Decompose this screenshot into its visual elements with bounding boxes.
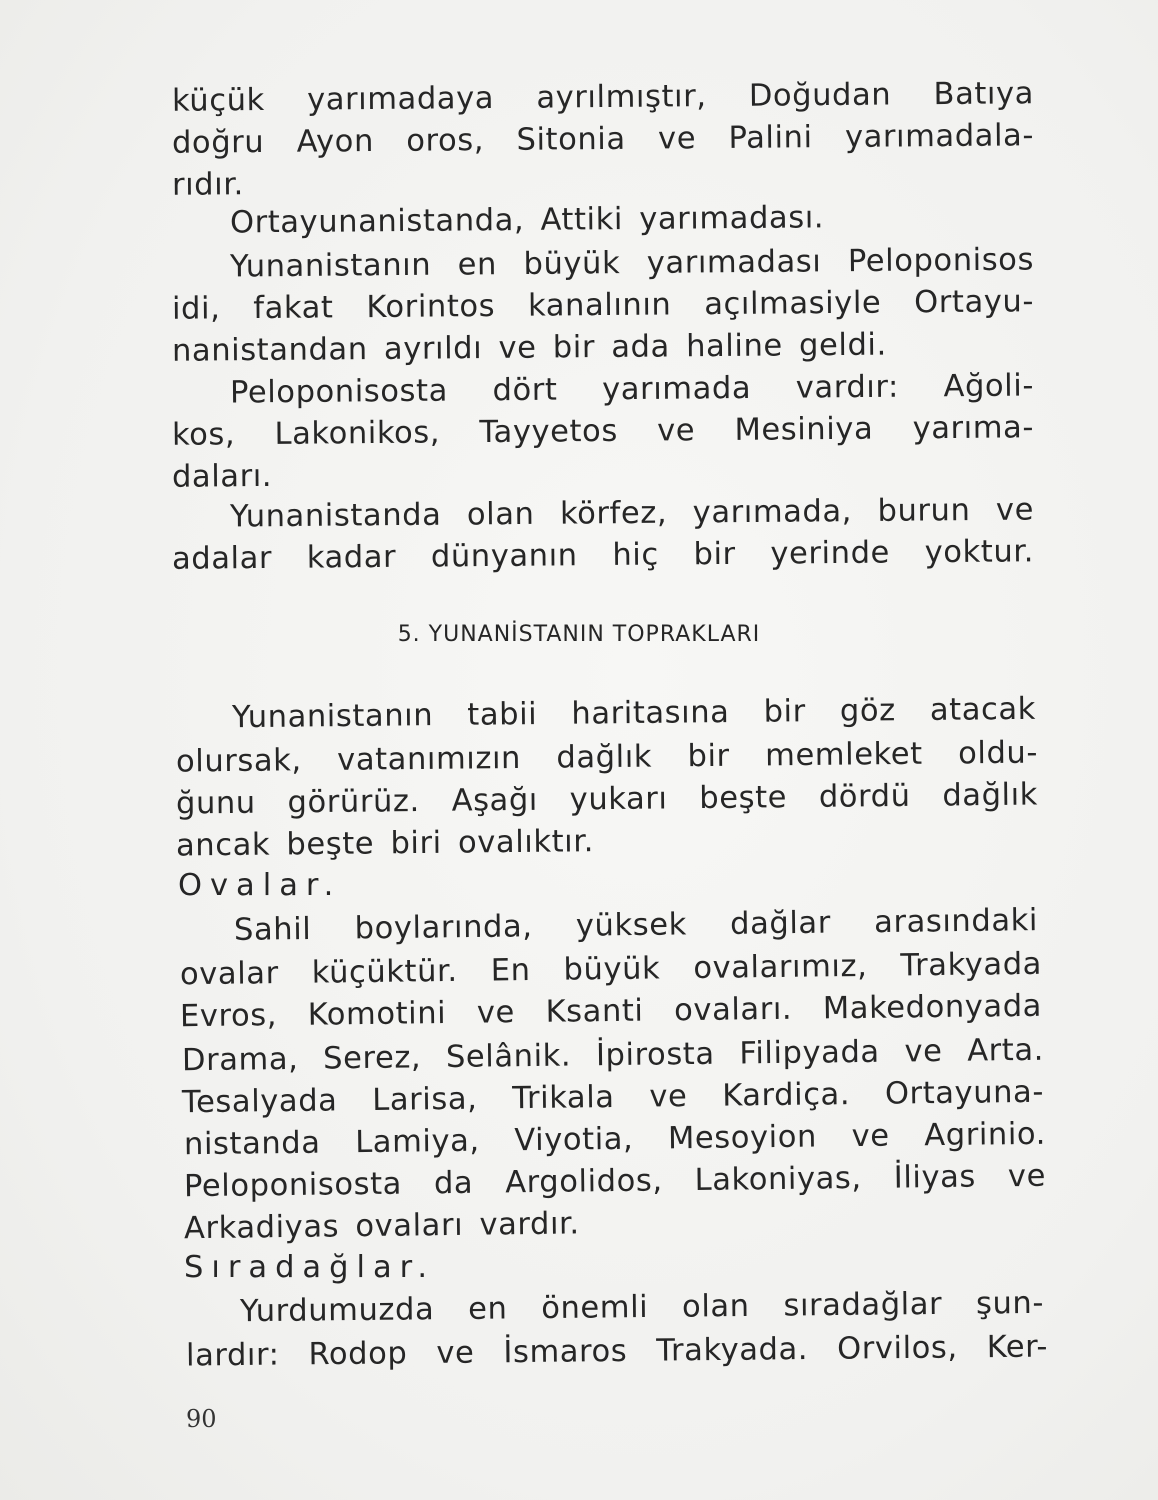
text-line: Yurdumuzda en önemli olan sıradağlar şun- bbox=[239, 1285, 1045, 1330]
text-line: ancak beşte biri ovalıktır. bbox=[175, 824, 595, 864]
text-line: olursak, vatanımızın dağlık bir memleket oldu- bbox=[175, 735, 1039, 780]
text-line: kos, Lakonikos, Tayyetos ve Mesiniya yarıma- bbox=[171, 410, 1035, 453]
text-line: Peloponisosta da Argolidos, Lakoniyas, İliyas ve bbox=[183, 1158, 1047, 1205]
text-line: Yunanistanda olan körfez, yarımada, burun ve bbox=[229, 492, 1035, 535]
text-line: rıdır. bbox=[171, 167, 245, 203]
text-line: daları. bbox=[171, 458, 273, 495]
text-line: adalar kadar dünyanın hiç bir yerinde yoktur. bbox=[171, 534, 1035, 577]
text-line: idi, fakat Korintos kanalının açılmasiyle Ortayu- bbox=[171, 284, 1035, 327]
text-line: doğru Ayon oros, Sitonia ve Palini yarımadala- bbox=[171, 118, 1035, 161]
text-line: Yunanistanın tabii haritasına bir göz atacak bbox=[231, 691, 1037, 736]
text-line: ovalar küçüktür. En büyük ovalarımız, Trakyada bbox=[179, 946, 1043, 993]
text-line: ğunu görürüz. Aşağı yukarı beşte dördü dağlık bbox=[175, 777, 1039, 822]
page-number: 90 bbox=[186, 1405, 217, 1433]
subheading-ovalar: Ovalar. bbox=[178, 868, 342, 903]
text-line: Sahil boylarında, yüksek dağlar arasındaki bbox=[233, 903, 1039, 948]
text-line: küçük yarımadaya ayrılmıştır, Doğudan Batıya bbox=[171, 76, 1035, 119]
text-line: Arkadiyas ovaları vardır. bbox=[183, 1206, 580, 1247]
text-line: Evros, Komotini ve Ksanti ovaları. Makedonyada bbox=[179, 988, 1043, 1035]
section-heading: 5. YUNANİSTANIN TOPRAKLARI bbox=[397, 622, 761, 647]
text-line: Yunanistanın en büyük yarımadası Peloponisos bbox=[229, 242, 1035, 285]
text-line: Ortayunanistanda, Attiki yarımadası. bbox=[229, 200, 825, 241]
text-line: nistanda Lamiya, Viyotia, Mesoyion ve Agrinio. bbox=[183, 1116, 1047, 1163]
text-line: nanistandan ayrıldı ve bir ada haline geldi. bbox=[171, 327, 887, 369]
text-line: Drama, Serez, Selânik. İpirosta Filipyada ve Arta. bbox=[181, 1032, 1045, 1079]
text-line: Tesalyada Larisa, Trikala ve Kardiça. Ortayuna- bbox=[181, 1074, 1045, 1121]
text-line: Peloponisosta dört yarımada vardır: Ağoli- bbox=[229, 368, 1035, 411]
text-line: lardır: Rodop ve İsmaros Trakyada. Orvilos, Ker- bbox=[185, 1329, 1049, 1374]
subheading-siradaglar: Sıradağlar. bbox=[184, 1250, 436, 1285]
